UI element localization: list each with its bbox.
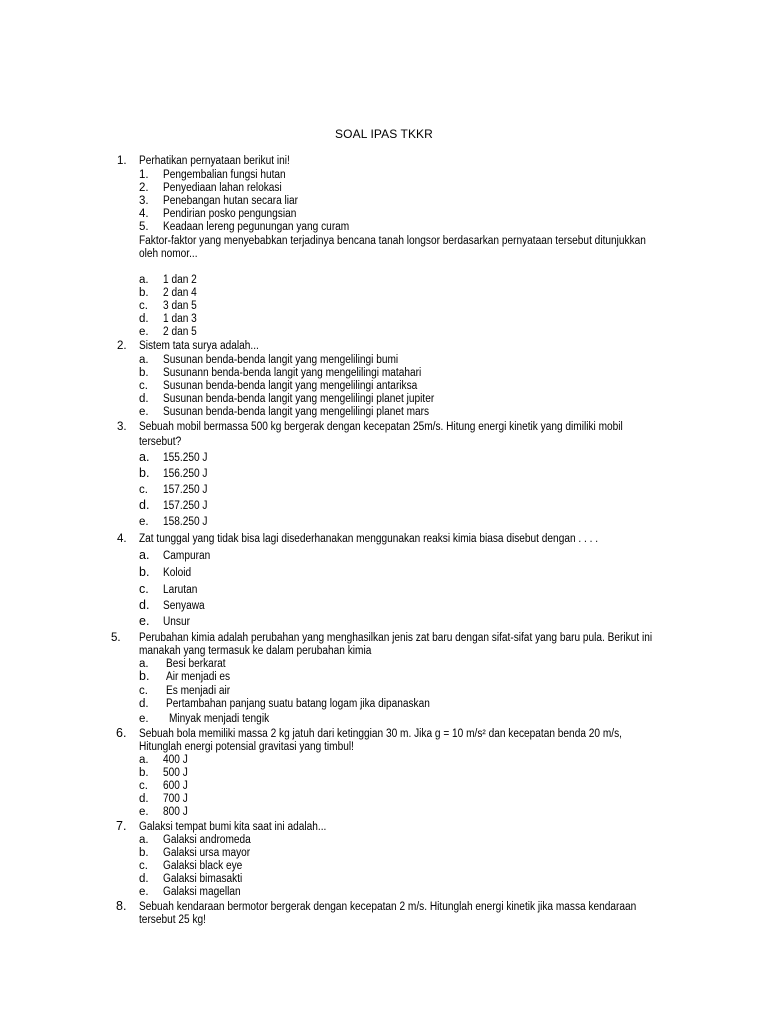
option-text: 2 dan 4 xyxy=(163,287,197,299)
option-letter: a. xyxy=(139,450,150,464)
question-7-text: Galaksi tempat bumi kita saat ini adalah... xyxy=(139,821,327,833)
document-title: SOAL IPAS TKKR xyxy=(335,127,433,141)
statement-text: Pendirian posko pengungsian xyxy=(163,208,297,220)
question-6-text-continued: Hitunglah energi potensial gravitasi yang timbul! xyxy=(139,741,354,753)
question-2-number: 2. xyxy=(117,340,127,352)
question-8-text: Sebuah kendaraan bermotor bergerak dengan kecepatan 2 m/s. Hitunglah energi kinetik jika massa kendaraan xyxy=(139,901,637,913)
question-1-number: 1. xyxy=(117,155,127,167)
option-text: 157.250 J xyxy=(163,484,208,496)
option-letter: e. xyxy=(139,713,149,725)
question-6-number: 6. xyxy=(116,726,127,740)
option-text: Senyawa xyxy=(163,600,205,612)
option-text: 157.250 J xyxy=(163,500,208,512)
question-6-text: Sebuah bola memiliki massa 2 kg jatuh dari ketinggian 30 m. Jika g = 10 m/s² dan kecepatan benda 20 m/s, xyxy=(139,728,622,740)
option-text: 155.250 J xyxy=(163,452,208,464)
question-5-text: Perubahan kimia adalah perubahan yang menghasilkan jenis zat baru dengan sifat-sifat yang baru pula. Berikut ini xyxy=(139,632,653,644)
option-text: Minyak menjadi tengik xyxy=(169,713,270,725)
question-1-text-continued: Faktor-faktor yang menyebabkan terjadinya bencana tanah longsor berdasarkan pernyataan tersebut ditunjukkan xyxy=(139,235,646,247)
question-3-number: 3. xyxy=(117,421,127,433)
statement-number: 3. xyxy=(139,195,149,207)
option-text: 800 J xyxy=(163,806,188,818)
option-letter: b. xyxy=(139,847,149,859)
option-letter: d. xyxy=(139,698,149,710)
option-text: Campuran xyxy=(163,550,211,562)
option-letter: d. xyxy=(139,498,150,512)
option-text: 400 J xyxy=(163,754,188,766)
option-letter: a. xyxy=(139,548,150,562)
option-letter: a. xyxy=(139,658,149,670)
option-letter: b. xyxy=(139,466,150,480)
option-text: Galaksi magellan xyxy=(163,886,241,898)
option-text: Galaksi andromeda xyxy=(163,834,251,846)
option-letter: d. xyxy=(139,313,149,325)
option-letter: c. xyxy=(139,780,148,792)
option-text: 158.250 J xyxy=(163,516,208,528)
statement-number: 2. xyxy=(139,182,149,194)
option-text: 156.250 J xyxy=(163,468,208,480)
option-letter: a. xyxy=(139,274,149,286)
option-text: Besi berkarat xyxy=(166,658,226,670)
option-letter: c. xyxy=(139,860,148,872)
question-1-text: Perhatikan pernyataan berikut ini! xyxy=(139,155,290,167)
question-3-text: Sebuah mobil bermassa 500 kg bergerak dengan kecepatan 25m/s. Hitung energi kinetik yang dimiliki mobil xyxy=(139,421,623,433)
question-5-text-continued: manakah yang termasuk ke dalam perubahan kimia xyxy=(139,645,372,657)
option-letter: b. xyxy=(139,767,149,779)
option-text: Galaksi black eye xyxy=(163,860,243,872)
option-text: Es menjadi air xyxy=(166,685,231,697)
statement-number: 4. xyxy=(139,208,149,220)
option-text: Pertambahan panjang suatu batang logam jika dipanaskan xyxy=(166,698,430,710)
option-text: Koloid xyxy=(163,567,192,579)
option-letter: e. xyxy=(139,516,149,528)
question-4-text: Zat tunggal yang tidak bisa lagi disederhanakan menggunakan reaksi kimia biasa disebut dengan . . . . xyxy=(139,533,599,545)
option-text: Larutan xyxy=(163,584,198,596)
option-letter: d. xyxy=(139,873,149,885)
option-text: Unsur xyxy=(163,616,191,628)
option-letter: e. xyxy=(139,614,150,628)
option-letter: c. xyxy=(139,685,148,697)
option-letter: a. xyxy=(139,354,149,366)
question-8-text-continued: tersebut 25 kg! xyxy=(139,914,206,926)
option-text: Susunan benda-benda langit yang mengelilingi planet jupiter xyxy=(163,393,435,405)
option-letter: b. xyxy=(139,669,150,683)
option-text: Susunan benda-benda langit yang mengelilingi antariksa xyxy=(163,380,418,392)
option-letter: b. xyxy=(139,367,149,379)
option-letter: c. xyxy=(139,582,149,596)
question-5-number: 5. xyxy=(111,632,121,644)
question-1-text-continued: oleh nomor... xyxy=(139,248,198,260)
statement-number: 5. xyxy=(139,221,149,233)
option-text: 1 dan 2 xyxy=(163,274,197,286)
statement-number: 1. xyxy=(139,169,149,181)
option-letter: c. xyxy=(139,380,148,392)
question-4-number: 4. xyxy=(117,533,127,545)
question-2-text: Sistem tata surya adalah... xyxy=(139,340,259,352)
option-letter: d. xyxy=(139,793,149,805)
option-text: 3 dan 5 xyxy=(163,300,197,312)
option-text: 2 dan 5 xyxy=(163,326,197,338)
option-text: Susunann benda-benda langit yang mengelilingi matahari xyxy=(163,367,422,379)
option-letter: e. xyxy=(139,406,149,418)
option-letter: c. xyxy=(139,300,148,312)
option-text: Galaksi bimasakti xyxy=(163,873,243,885)
statement-text: Pengembalian fungsi hutan xyxy=(163,169,286,181)
option-text: 600 J xyxy=(163,780,188,792)
question-3-text-continued: tersebut? xyxy=(139,436,182,448)
question-8-number: 8. xyxy=(116,899,127,913)
option-letter: b. xyxy=(139,565,150,579)
option-letter: e. xyxy=(139,326,149,338)
option-text: 1 dan 3 xyxy=(163,313,197,325)
option-letter: a. xyxy=(139,834,149,846)
statement-text: Keadaan lereng pegunungan yang curam xyxy=(163,221,350,233)
option-letter: d. xyxy=(139,393,149,405)
option-letter: c. xyxy=(139,484,148,496)
option-text: 700 J xyxy=(163,793,188,805)
option-letter: d. xyxy=(139,598,150,612)
statement-text: Penebangan hutan secara liar xyxy=(163,195,299,207)
option-text: Susunan benda-benda langit yang mengelilingi bumi xyxy=(163,354,399,366)
option-text: 500 J xyxy=(163,767,188,779)
option-text: Air menjadi es xyxy=(166,671,231,683)
option-text: Susunan benda-benda langit yang mengelilingi planet mars xyxy=(163,406,430,418)
question-7-number: 7. xyxy=(116,819,127,833)
option-letter: e. xyxy=(139,886,149,898)
option-letter: a. xyxy=(139,754,149,766)
option-letter: e. xyxy=(139,806,149,818)
statement-text: Penyediaan lahan relokasi xyxy=(163,182,282,194)
option-letter: b. xyxy=(139,287,149,299)
option-text: Galaksi ursa mayor xyxy=(163,847,251,859)
